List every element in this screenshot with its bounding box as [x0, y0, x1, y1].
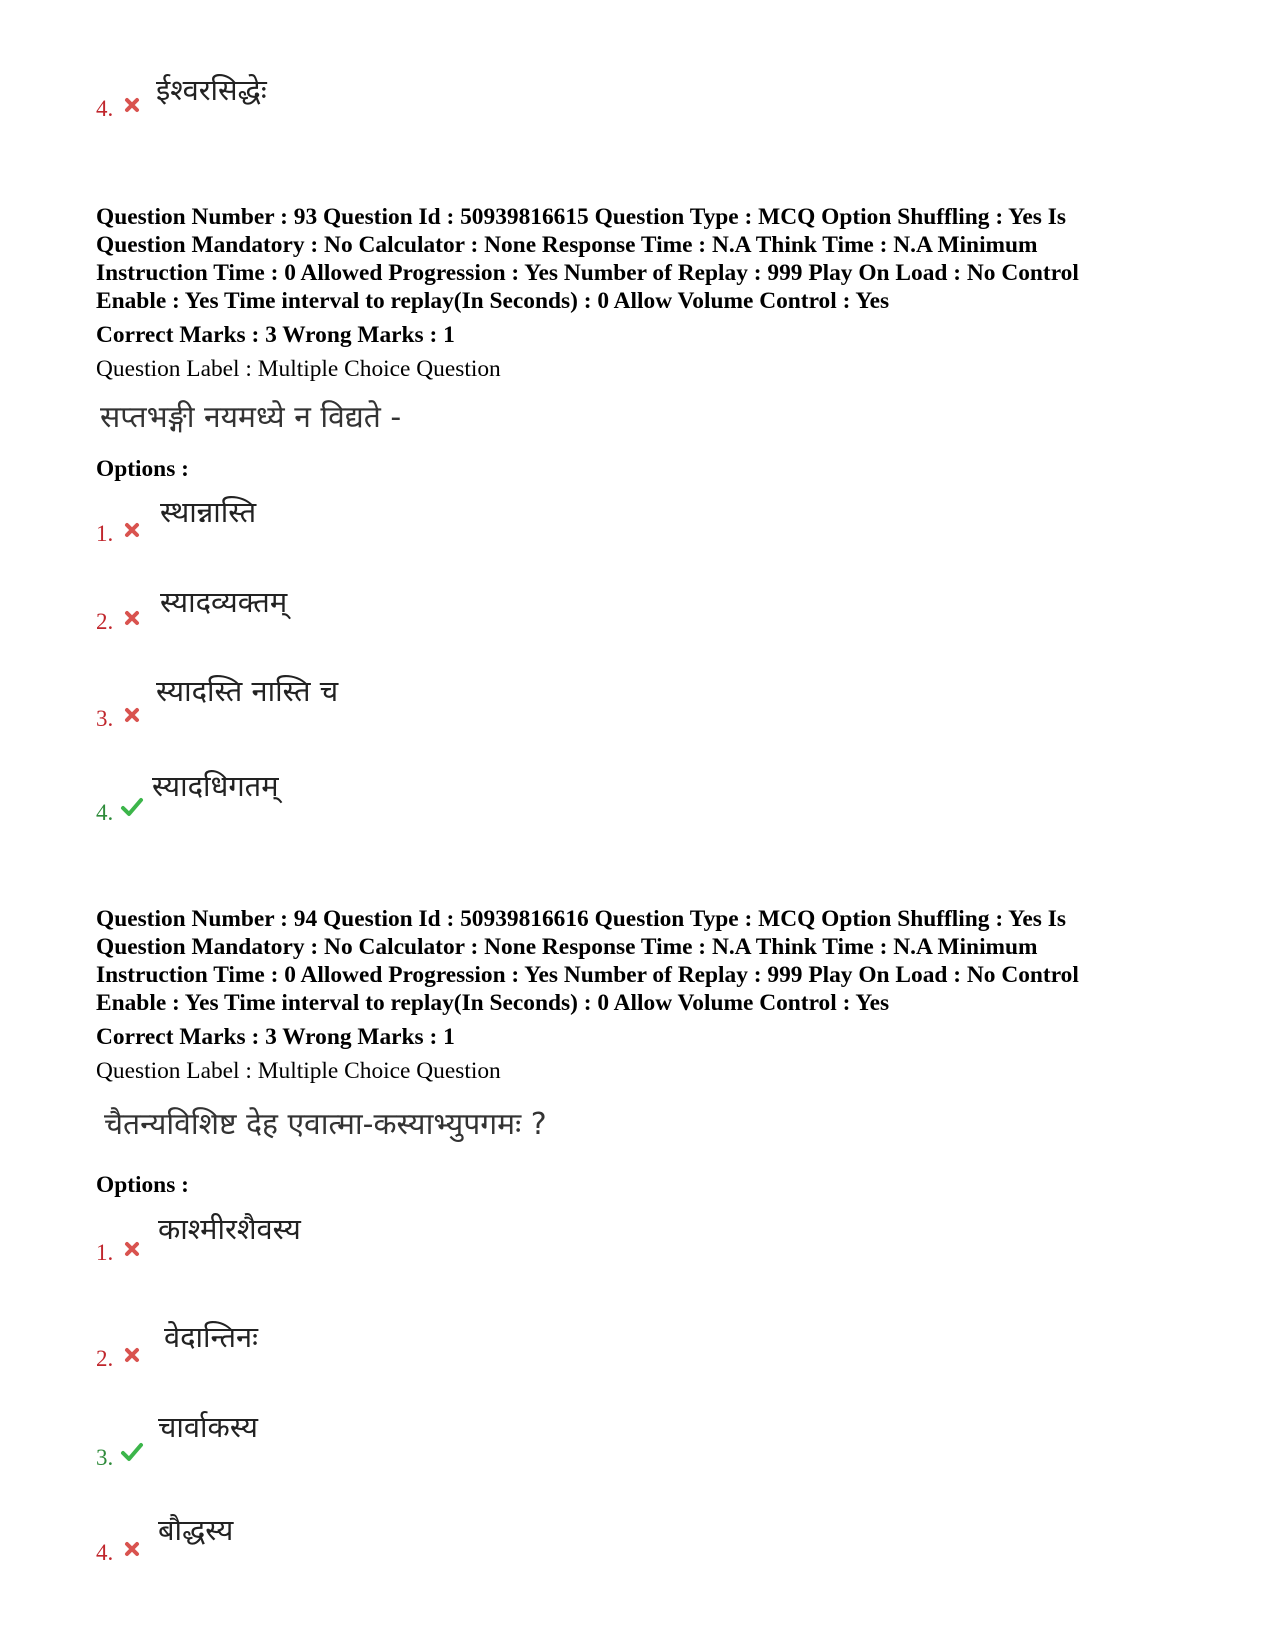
- question-meta: Question Number : 93 Question Id : 50939816615 Question Type : MCQ Option Shuffling : Yes Is Question Mandatory : No Calculator : None Response Time : N.A Think Time : N.A Minimum Instruction Time : 0 Allowed Progression : Yes Number of Replay : 999 Play On Load : No Control Enable : Yes Time interval to replay(In Seconds) : 0 Allow Volume Control : Yes: [96, 204, 1079, 314]
- option-number: 4.: [96, 800, 114, 825]
- cross-icon: [123, 609, 141, 627]
- cross-icon: [123, 1346, 141, 1364]
- cross-icon: [123, 706, 141, 724]
- question-marks: Correct Marks : 3 Wrong Marks : 1: [96, 322, 455, 348]
- cross-icon: [123, 1240, 141, 1258]
- option-number: 3.: [96, 1445, 114, 1470]
- cross-icon: [123, 96, 141, 114]
- question-meta: Question Number : 94 Question Id : 50939816616 Question Type : MCQ Option Shuffling : Yes Is Question Mandatory : No Calculator : None Response Time : N.A Think Time : N.A Minimum Instruction Time : 0 Allowed Progression : Yes Number of Replay : 999 Play On Load : No Control Enable : Yes Time interval to replay(In Seconds) : 0 Allow Volume Control : Yes: [96, 906, 1079, 1016]
- option-number: 4.: [96, 96, 114, 121]
- option-number: 1.: [96, 521, 114, 546]
- option-number: 3.: [96, 706, 114, 731]
- option-number: 2.: [96, 609, 114, 634]
- check-icon: [120, 797, 144, 817]
- question-text: चैतन्यविशिष्ट देह एवात्मा-कस्याभ्युपगमः ?: [104, 1107, 547, 1142]
- option-text: स्थान्नास्ति: [160, 495, 257, 529]
- question-text: सप्तभङ्गी नयमध्ये न विद्यते -: [100, 400, 402, 435]
- option-number: 4.: [96, 1540, 114, 1565]
- option-text: वेदान्तिनः: [164, 1320, 258, 1354]
- option-text: चार्वाकस्य: [158, 1410, 258, 1444]
- check-icon: [120, 1442, 144, 1462]
- options-heading: Options :: [96, 456, 189, 482]
- question-label: Question Label : Multiple Choice Question: [96, 356, 501, 382]
- question-label: Question Label : Multiple Choice Question: [96, 1058, 501, 1084]
- option-number: 1.: [96, 1240, 114, 1265]
- options-heading: Options :: [96, 1172, 189, 1198]
- option-text: ईश्वरसिद्धेः: [156, 73, 267, 107]
- option-text: बौद्धस्य: [158, 1513, 234, 1547]
- question-marks: Correct Marks : 3 Wrong Marks : 1: [96, 1024, 455, 1050]
- option-text: स्यादधिगतम्: [152, 769, 279, 803]
- cross-icon: [123, 1540, 141, 1558]
- option-text: काश्मीरशैवस्य: [158, 1212, 301, 1246]
- option-number: 2.: [96, 1346, 114, 1371]
- option-text: स्यादस्ति नास्ति च: [156, 674, 339, 708]
- option-text: स्यादव्यक्तम्: [160, 585, 288, 619]
- cross-icon: [123, 521, 141, 539]
